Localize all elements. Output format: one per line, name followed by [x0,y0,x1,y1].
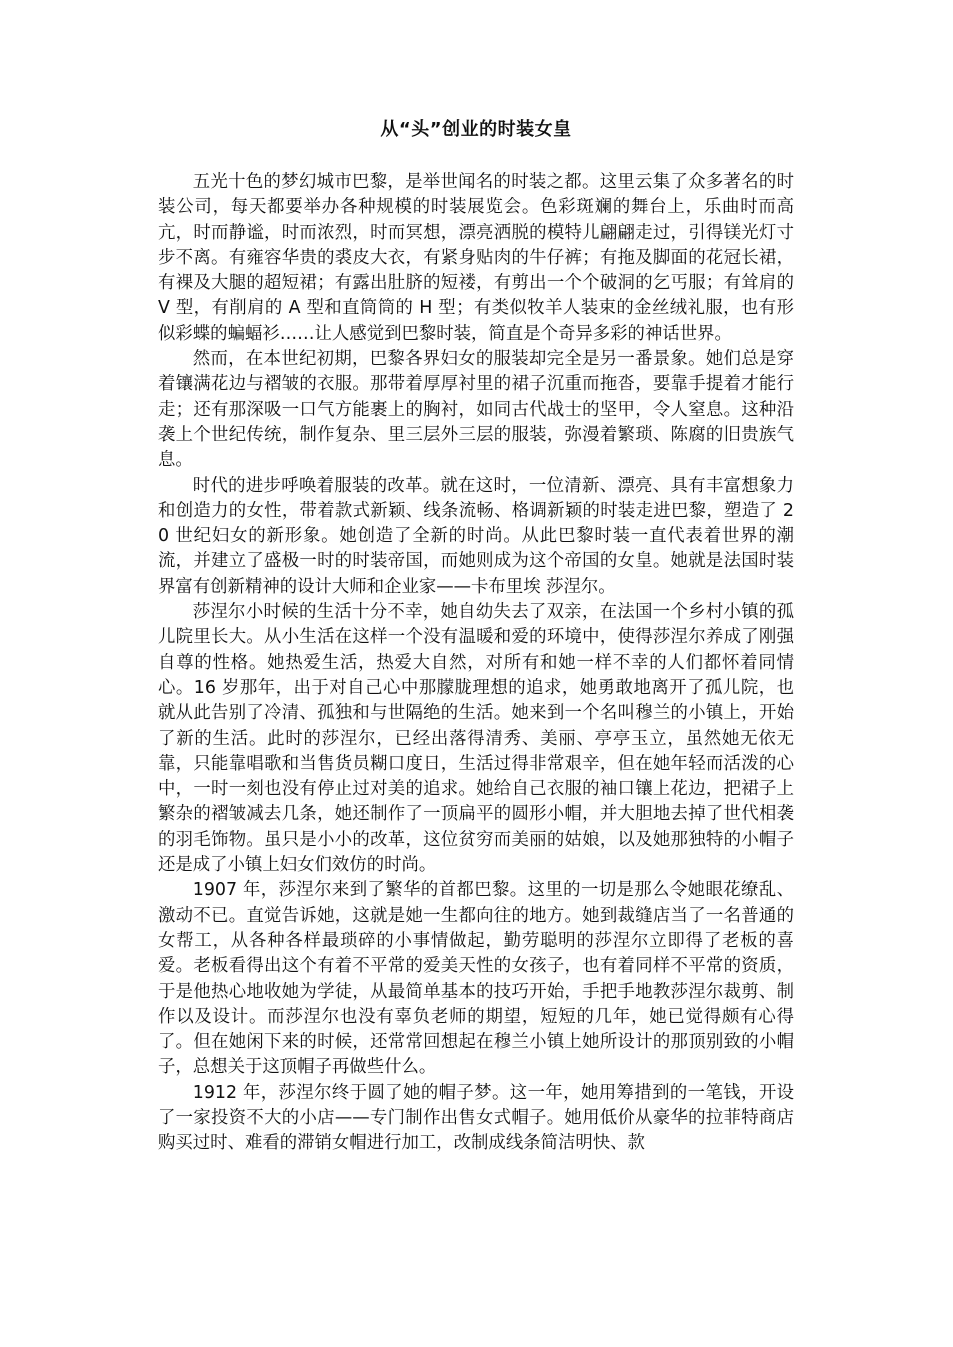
paragraph-3: 时代的进步呼唤着服装的改革。就在这时，一位清新、漂亮、具有丰富想象力和创造力的女性，带着款式新颖、线条流畅、格调新颖的时装走进巴黎，塑造了 20 世纪妇女的新形象。她创造了全新的时尚。从此巴黎时装一直代表着世界的潮流，并建立了盛极一时的时装帝国，而她则成为这个帝国的女皇。她就是法国时装界富有创新精神的设计大师和企业家——卡布里埃 莎涅尔。 [158,475,794,597]
paragraph-2: 然而，在本世纪初期，巴黎各界妇女的服装却完全是另一番景象。她们总是穿着镶满花边与褶皱的衣服。那带着厚厚衬里的裙子沉重而拖沓，要靠手提着才能行走；还有那深吸一口气方能裹上的胸衬，如同古代战士的坚甲，令人窒息。这种沿袭上个世纪传统，制作复杂、里三层外三层的服装，弥漫着繁琐、陈腐的旧贵族气息。 [158,349,794,471]
document-title: 从“头”创业的时装女皇 [380,119,572,140]
document-page [158,116,794,1157]
paragraph-1: 五光十色的梦幻城市巴黎，是举世闻名的时装之都。这里云集了众多著名的时装公司，每天都要举办各种规模的时装展览会。色彩斑斓的舞台上，乐曲时而高亢，时而静谧，时而浓烈，时而冥想，漂亮洒脱的模特儿翩翩走过，引得镁光灯寸步不离。有雍容华贵的裘皮大衣，有紧身贴肉的牛仔裤；有拖及脚面的花冠长裙，有裸及大腿的超短裙；有露出肚脐的短褛，有剪出一个个破洞的乞丐服；有耸肩的 V 型，有削肩的 A 型和直筒筒的 H 型；有类似牧羊人装束的金丝绒礼服，也有形似彩蝶的蝙蝠衫……让人感觉到巴黎时装，简直是个奇异多彩的神话世界。 [158,172,794,344]
paragraph-6: 1912 年，莎涅尔终于圆了她的帽子梦。这一年，她用筹措到的一笔钱，开设了一家投资不大的小店——专门制作出售女式帽子。她用低价从豪华的拉菲特商店购买过时、难看的滞销女帽进行加工，改制成线条简洁明快、款 [158,1082,794,1154]
paragraph-4: 莎涅尔小时候的生活十分不幸，她自幼失去了双亲，在法国一个乡村小镇的孤儿院里长大。从小生活在这样一个没有温暖和爱的环境中，使得莎涅尔养成了刚强自尊的性格。她热爱生活，热爱大自然，对所有和她一样不幸的人们都怀着同情心。16 岁那年，出于对自己心中那朦胧理想的追求，她勇敢地离开了孤儿院，也就从此告别了冷清、孤独和与世隔绝的生活。她来到一个名叫穆兰的小镇上，开始了新的生活。此时的莎涅尔，已经出落得清秀、美丽、亭亭玉立，虽然她无依无靠，只能靠唱歌和当售货员糊口度日，生活过得非常艰辛，但在她年轻而活泼的心中，一时一刻也没有停止过对美的追求。她给自己衣服的袖口镶上花边，把裙子上繁杂的褶皱减去几条，她还制作了一顶扁平的圆形小帽，并大胆地去掉了世代相袭的羽毛饰物。虽只是小小的改革，这位贫穷而美丽的姑娘，以及她那独特的小帽子还是成了小镇上妇女们效仿的时尚。 [158,602,794,876]
paragraph-5: 1907 年，莎涅尔来到了繁华的首都巴黎。这里的一切是那么令她眼花缭乱、激动不已。直觉告诉她，这就是她一生都向往的地方。她到裁缝店当了一名普通的女帮工，从各种各样最琐碎的小事情做起，勤劳聪明的莎涅尔立即得了老板的喜爱。老板看得出这个有着不平常的爱美天性的女孩子，也有着同样不平常的资质，于是他热心地收她为学徒，从最简单基本的技巧开始，手把手地教莎涅尔裁剪、制作以及设计。而莎涅尔也没有辜负老师的期望，短短的几年，她已觉得颇有心得了。但在她闲下来的时候，还常常回想起在穆兰小镇上她所设计的那顶别致的小帽子，总想关于这顶帽子再做些什么。 [158,880,794,1078]
